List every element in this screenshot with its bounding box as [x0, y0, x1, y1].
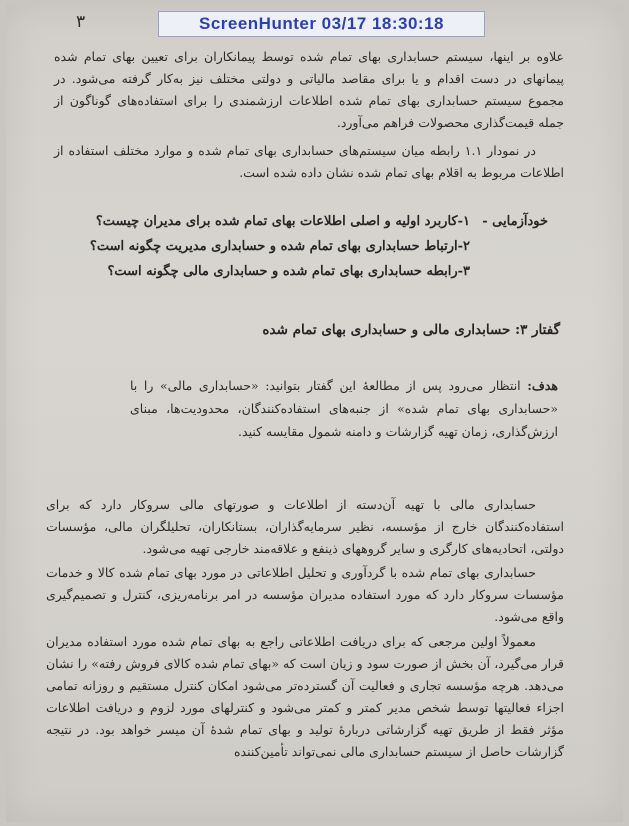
- book-page: [6, 4, 623, 822]
- paragraph-text: در نمودار ۱.۱ رابطه میان سیستم‌های حسابداری بهای تمام شده و موارد مختلف استفاده از اطلاعات مربوط به اقلام بهای تمام شده نشان داده شده است.: [54, 143, 564, 180]
- self-test-question-3: ۳-رابطه حسابداری بهای تمام شده و حسابداری مالی چگونه است؟: [107, 264, 470, 279]
- paragraph-financial-accounting: [46, 494, 564, 560]
- paragraph-cost-system-uses: [54, 46, 564, 134]
- paragraph-text: علاوه بر اینها، سیستم حسابداری بهای تمام شده توسط پیمانکاران برای تعیین بهای تمام شده پیمانهای در دست اقدام و یا برای مقاصد مالیاتی و دولتی مختلف نیز به‌کار گرفته می‌شود. در مجموع سیستم حسابداری بهای تمام شده اطلاعات ارزشمندی را برای استفاده‌های گوناگون از جمله قیمت‌گذاری محصولات فراهم می‌آورد.: [54, 49, 564, 130]
- section-heading: گفتار ۳: حسابداری مالی و حسابداری بهای تمام شده: [262, 322, 560, 338]
- self-test-questions: [86, 209, 548, 284]
- self-test-row: [86, 234, 548, 259]
- self-test-question-1: ۱-کاربرد اولیه و اصلی اطلاعات بهای تمام شده برای مدیران چیست؟: [95, 214, 470, 229]
- self-test-label: خودآزمایی -: [482, 214, 548, 229]
- objective-text: انتظار می‌رود پس از مطالعهٔ این گفتار بتوانید: «حسابداری مالی» را با «حسابداری بهای تمام شده» از جنبه‌های استفاده‌کنندگان، محدودیت‌ها، مبنای ارزش‌گذاری، زمان تهیه گزارشات و دامنه شمول مقایسه کنید.: [130, 378, 558, 439]
- paragraph-diagram-reference: [54, 140, 564, 184]
- paragraph-text: حسابداری مالی با تهیه آن‌دسته از اطلاعات و صورتهای مالی سروکار دارد که برای استفاده‌کنندگان خارج از مؤسسه، نظیر سرمایه‌گذاران، بستانکاران، تحلیلگران مالی، مؤسسات دولتی، اتحادیه‌های کارگری و سایر گروههای ذینفع و علاقه‌مند خارجی تهیه می‌شود.: [46, 497, 564, 556]
- paragraph-text: معمولاً اولین مرجعی که برای دریافت اطلاعاتی راجع به بهای تمام شده مورد استفاده مدیران قرار می‌گیرد، آن بخش از صورت سود و زیان است که «بهای تمام شده کالای فروش رفته» را نشان می‌دهد. هرچه مؤسسه تجاری و فعالیت آن گسترده‌تر می‌شود امکان کنترل مستقیم و روزانه تمامی اجزاء فعالیتها توسط شخص مدیر کمتر و کمتر می‌شود و کنترلهای مورد لزوم و دریافت اطلاعات مؤثر فقط از طریق تهیه گزارشاتی دربارهٔ تولید و بهای تمام شدهٔ آن میسر خواهد بود. در نتیجه گزارشات حاصل از سیستم حسابداری مالی نمی‌تواند تأمین‌کننده: [46, 634, 564, 759]
- paragraph-text: حسابداری بهای تمام شده با گردآوری و تحلیل اطلاعاتی در مورد بهای تمام شده کالا و خدمات مؤسسات سروکار دارد که مورد استفاده مدیران مؤسسه در امر برنامه‌ریزی، کنترل و تصمیم‌گیری واقع می‌شود.: [46, 565, 564, 624]
- page-number: ۳: [76, 12, 86, 32]
- self-test-question-2: ۲-ارتباط حسابداری بهای تمام شده و حسابداری مدیریت چگونه است؟: [89, 239, 470, 254]
- self-test-row: [86, 209, 548, 234]
- paragraph-cost-accounting: [46, 562, 564, 628]
- self-test-row: [86, 259, 548, 284]
- objective-label: هدف:: [527, 378, 558, 393]
- screenhunter-timestamp-banner: ScreenHunter 03/17 18:30:18: [158, 11, 485, 37]
- paragraph-management-reports: [46, 631, 564, 763]
- learning-objective: [130, 374, 558, 443]
